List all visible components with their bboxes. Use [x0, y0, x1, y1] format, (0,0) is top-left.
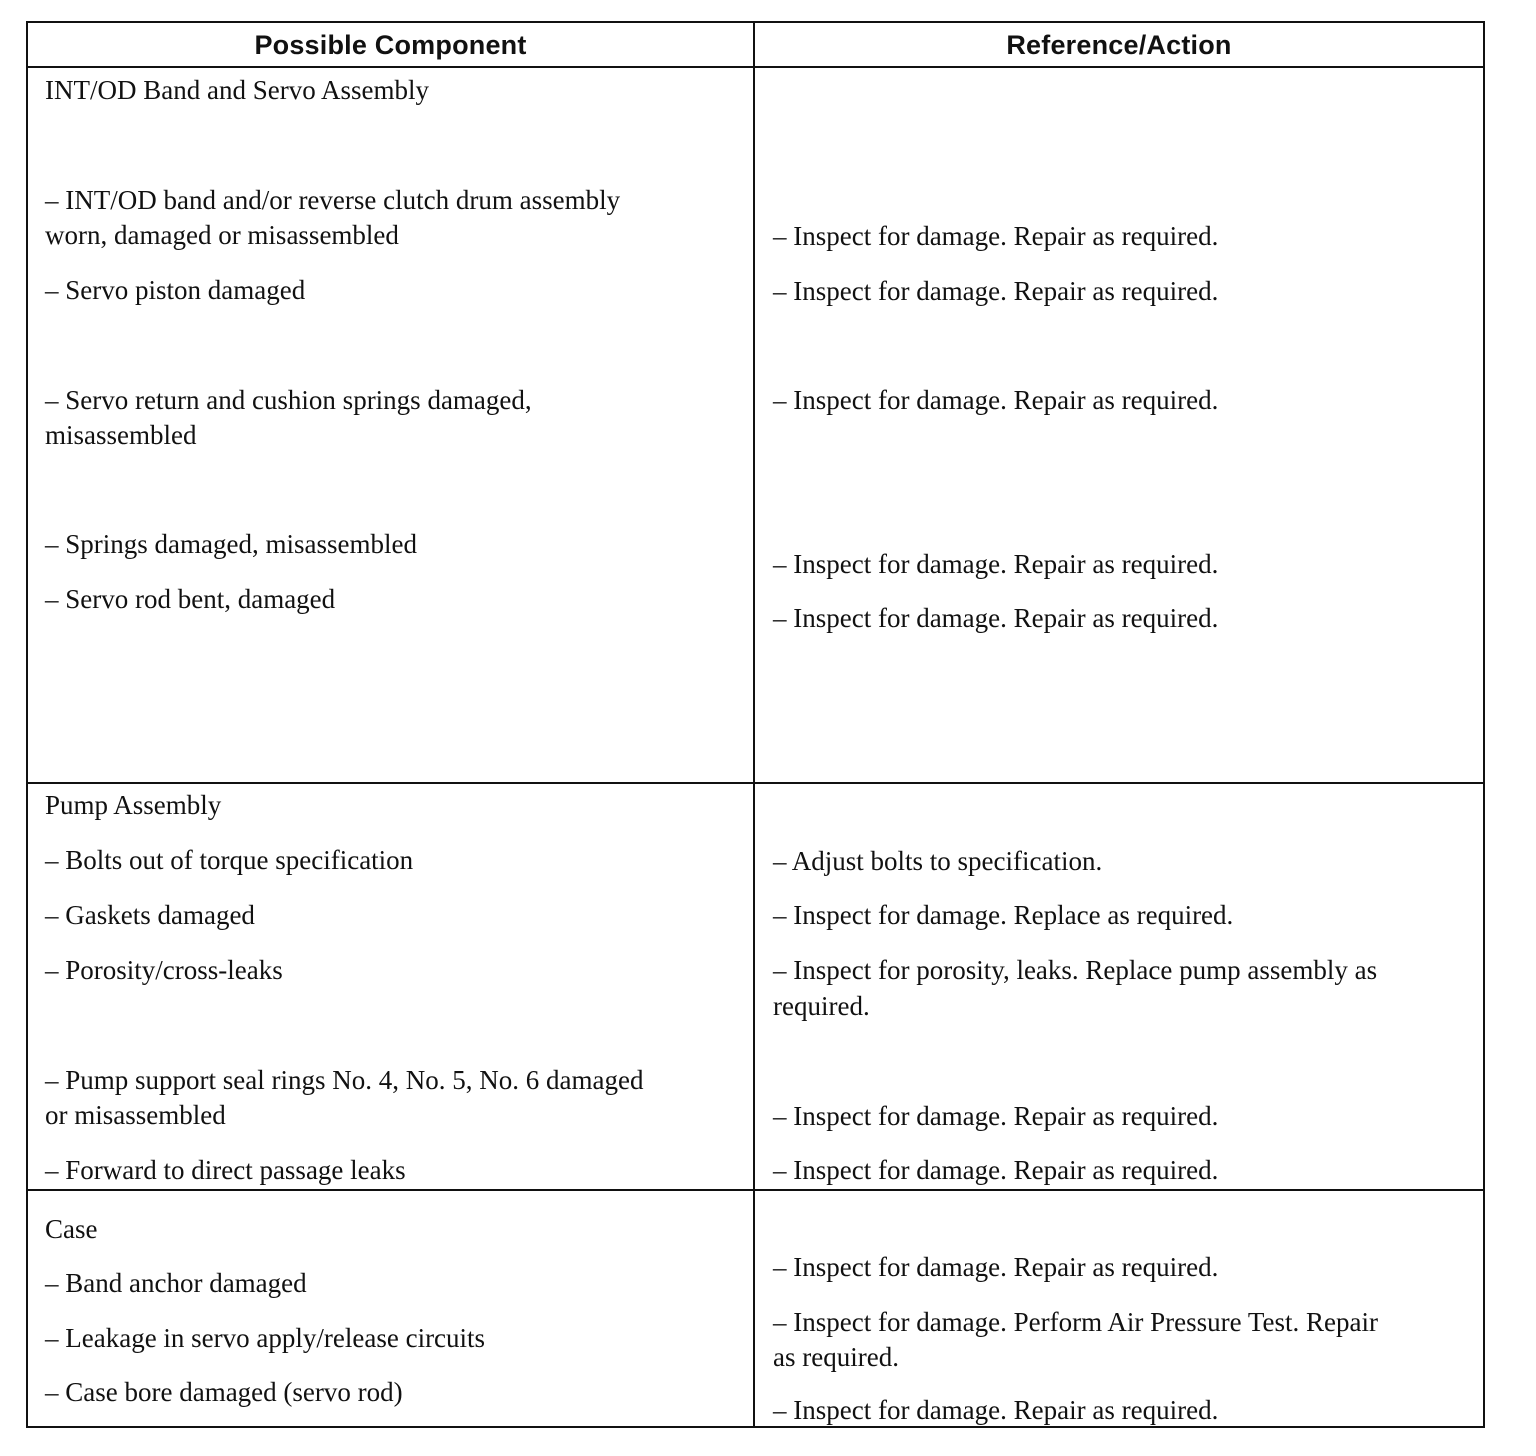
action-line: – Adjust bolts to specification. — [773, 846, 1103, 876]
component-line: misassembled — [45, 420, 197, 450]
action-line: – Inspect for damage. Repair as required. — [773, 221, 1219, 251]
component-line: – Band anchor damaged — [45, 1268, 307, 1298]
component-line: – Gaskets damaged — [45, 900, 255, 930]
component-line: – Servo return and cushion springs damaged, — [45, 385, 532, 415]
action-line: – Inspect for damage. Replace as required. — [773, 900, 1234, 930]
action-line: required. — [773, 991, 870, 1021]
action-line: – Inspect for damage. Repair as required. — [773, 1252, 1219, 1282]
section-title-case: Case — [45, 1214, 98, 1244]
component-line: – Leakage in servo apply/release circuits — [45, 1323, 486, 1353]
section-title-intod-band: INT/OD Band and Servo Assembly — [45, 75, 429, 105]
component-line: – INT/OD band and/or reverse clutch drum assembly — [45, 185, 621, 215]
section-title-pump-assembly: Pump Assembly — [45, 790, 222, 820]
component-line: – Bolts out of torque specification — [45, 845, 414, 875]
action-line: – Inspect for damage. Repair as required. — [773, 1155, 1219, 1185]
component-line: – Servo piston damaged — [45, 275, 306, 305]
action-line: – Inspect for damage. Repair as required. — [773, 385, 1219, 415]
action-line: – Inspect for damage. Repair as required. — [773, 1395, 1219, 1425]
component-line: – Pump support seal rings No. 4, No. 5, No. 6 damaged — [45, 1065, 644, 1095]
component-line: or misassembled — [45, 1100, 226, 1130]
section-divider-pump — [26, 782, 1485, 784]
section-divider-case — [26, 1189, 1485, 1191]
header-reference-action: Reference/Action — [1006, 30, 1232, 60]
action-line: as required. — [773, 1342, 899, 1372]
component-line: – Porosity/cross-leaks — [45, 955, 283, 985]
column-divider — [753, 21, 755, 1428]
component-line: worn, damaged or misassembled — [45, 220, 399, 250]
action-line: – Inspect for damage. Repair as required. — [773, 1101, 1219, 1131]
action-line: – Inspect for damage. Repair as required. — [773, 276, 1219, 306]
header-possible-component: Possible Component — [254, 30, 527, 60]
component-line: – Servo rod bent, damaged — [45, 584, 336, 614]
action-line: – Inspect for damage. Perform Air Pressure Test. Repair — [773, 1307, 1378, 1337]
header-divider — [26, 66, 1485, 68]
action-line: – Inspect for damage. Repair as required. — [773, 603, 1219, 633]
component-line: – Case bore damaged (servo rod) — [45, 1377, 403, 1407]
component-line: – Forward to direct passage leaks — [45, 1155, 406, 1185]
action-line: – Inspect for porosity, leaks. Replace pump assembly as — [773, 955, 1378, 985]
component-line: – Springs damaged, misassembled — [45, 529, 417, 559]
action-line: – Inspect for damage. Repair as required. — [773, 549, 1219, 579]
